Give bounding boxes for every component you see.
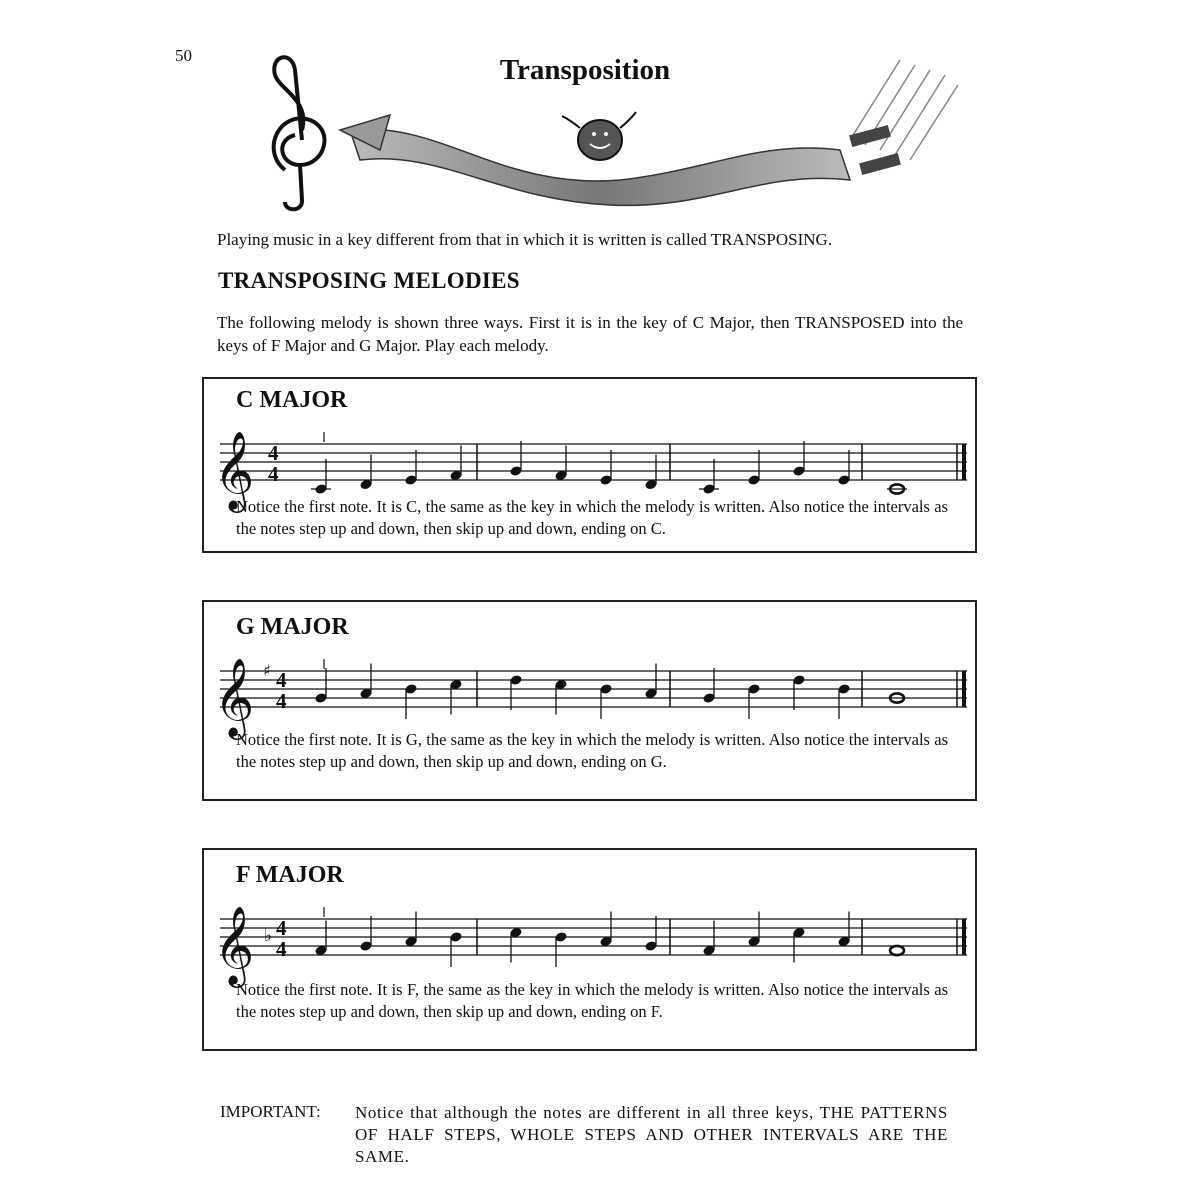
treble-clef: 𝄞 <box>214 658 255 737</box>
key-signature-sharp: ♯ <box>263 661 271 680</box>
important-label: IMPORTANT: <box>220 1102 321 1121</box>
treble-clef: 𝄞 <box>214 431 255 510</box>
example-explanation: Notice the first note. It is C, the same as the key in which the melody is written. Also notice the intervals as the notes step up and down, then skip up and down, ending on C. <box>236 497 948 538</box>
example-f-major <box>202 848 977 1051</box>
section-heading: TRANSPOSING MELODIES <box>218 268 520 293</box>
intro-text: Playing music in a key different from that in which it is written is called TRANSPOSING. <box>217 230 833 249</box>
key-title: C MAJOR <box>236 387 348 413</box>
treble-clef: 𝄞 <box>214 906 255 985</box>
key-signature-flat: ♭ <box>264 926 273 946</box>
staff-g-major <box>212 646 974 741</box>
important-text: Notice that although the notes are different in all three keys, THE PATTERNS OF HALF STEPS, WHOLE STEPS AND OTHER INTERVALS ARE THE SAME. <box>355 1103 948 1166</box>
example-g-major <box>202 600 977 801</box>
key-title: G MAJOR <box>236 614 349 640</box>
time-signature-bottom: 4 <box>268 462 279 486</box>
time-signature-bottom: 4 <box>276 937 287 961</box>
time-signature-top: 4 <box>276 668 287 692</box>
example-explanation: Notice the first note. It is G, the same as the key in which the melody is written. Also notice the intervals as the notes step up and down, then skip up and down, ending on G. <box>236 730 948 771</box>
time-signature-top: 4 <box>268 441 279 465</box>
example-c-major <box>202 377 977 553</box>
key-title: F MAJOR <box>236 862 344 888</box>
example-explanation: Notice the first note. It is F, the same as the key in which the melody is written. Also notice the intervals as the notes step up and down, then skip up and down, ending on F. <box>236 980 948 1021</box>
time-signature-top: 4 <box>276 916 287 940</box>
whole-note <box>890 946 904 955</box>
page-title: Transposition <box>499 54 671 86</box>
treble-clef-icon <box>274 57 325 209</box>
time-signature-bottom: 4 <box>276 689 287 713</box>
staff-f-major <box>212 894 974 989</box>
page-number: 50 <box>175 46 192 65</box>
smiling-note-icon <box>562 112 636 160</box>
staff-lines-decoration <box>849 60 958 175</box>
lead-paragraph: The following melody is shown three ways. First it is in the key of C Major, then TRANSPOSED into the keys of F Major and G Major. Play each melody. <box>217 313 963 355</box>
